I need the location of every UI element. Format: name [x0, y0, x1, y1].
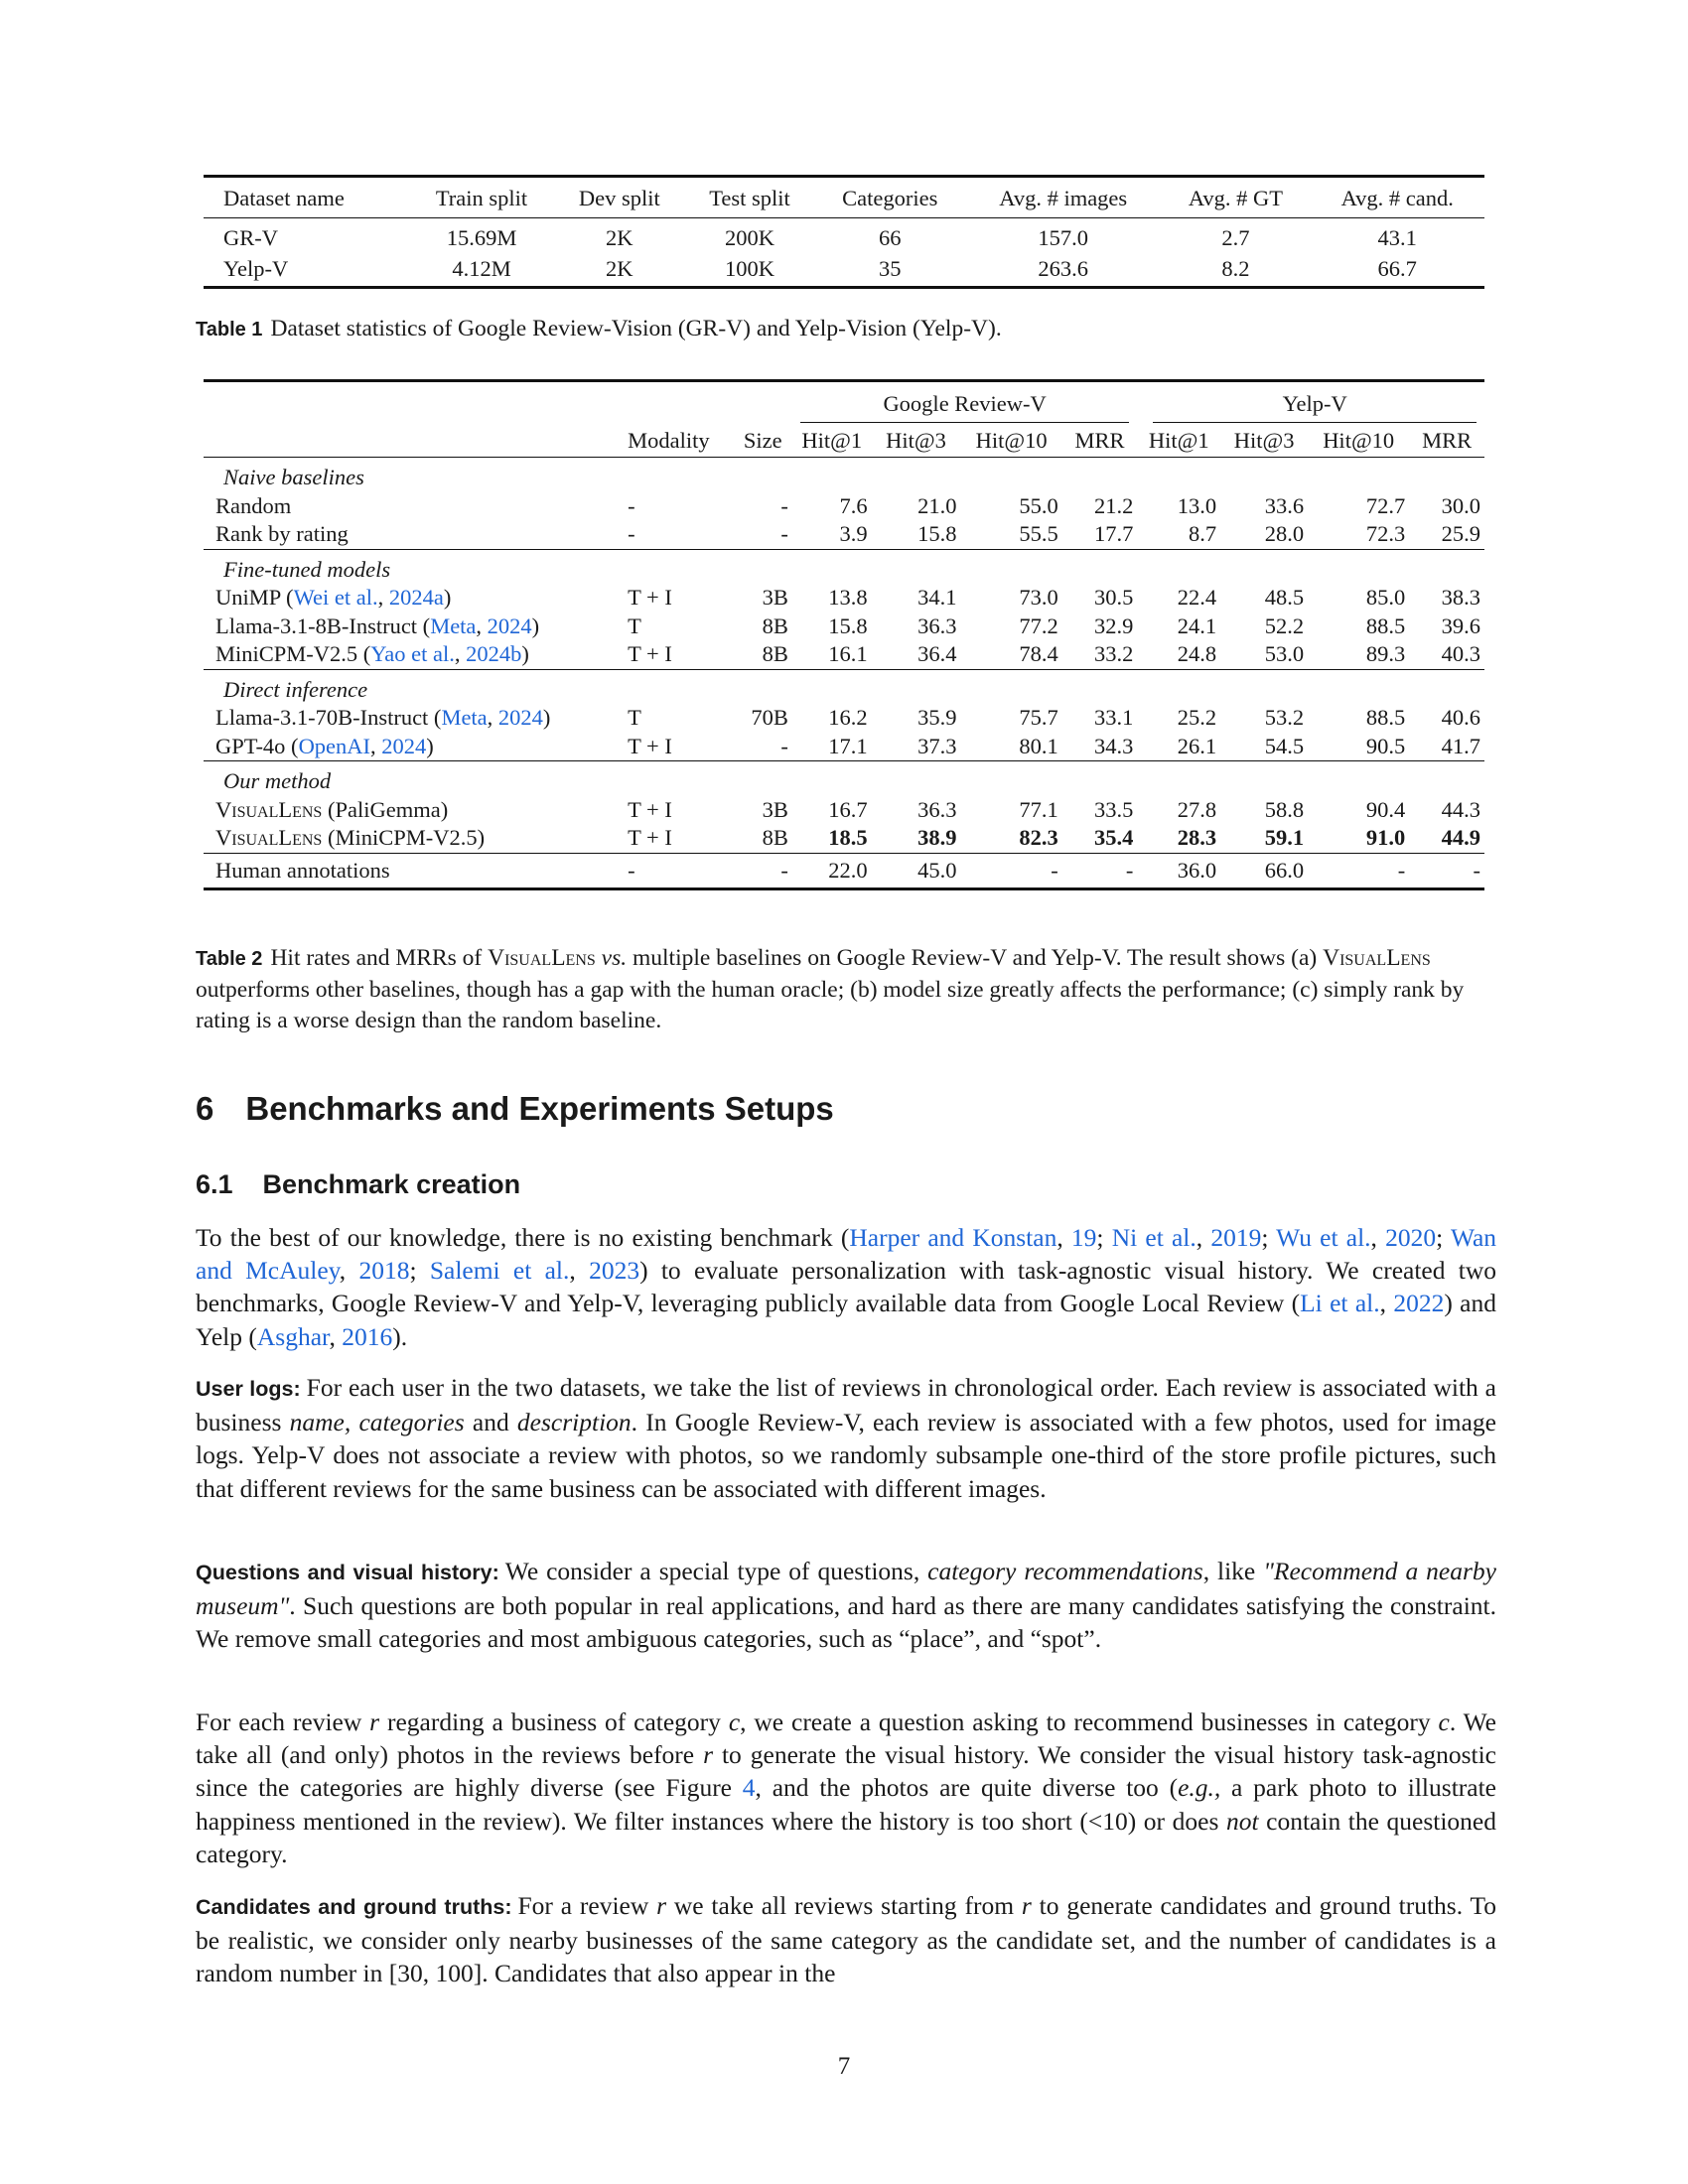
table-cell: 24.1	[1177, 613, 1217, 638]
table-cell: Rank by rating	[215, 521, 349, 546]
caption-label: Table 2	[196, 948, 263, 970]
table-cell: 36.4	[917, 641, 957, 666]
table-row	[204, 520, 1484, 549]
group-header-yelp: Yelp-V	[1153, 390, 1477, 423]
paragraph-lead: Questions and visual history:	[196, 1561, 499, 1584]
table-cell: T	[628, 613, 641, 638]
table-row	[204, 218, 1484, 254]
table-cell: Llama-3.1-70B-Instruct (Meta, 2024)	[215, 705, 551, 730]
citation-link[interactable]: Ni et al.	[1111, 1223, 1196, 1252]
table-cell: 70B	[751, 705, 788, 730]
table-cell: 54.5	[1264, 733, 1305, 758]
citation-link[interactable]: Salemi et al.	[429, 1256, 570, 1286]
citation-link[interactable]: Meta	[430, 613, 477, 638]
table-cell: 36.0	[1177, 857, 1217, 883]
table-cell: 22.0	[828, 857, 868, 883]
table-row	[204, 492, 1484, 521]
table-cell: 77.2	[1019, 613, 1058, 638]
table-cell: 48.5	[1264, 585, 1305, 610]
table-cell: GR-V	[223, 225, 278, 250]
table-cell: 33.1	[1093, 705, 1134, 730]
col-header: Train split	[435, 186, 528, 210]
table-cell: -	[1125, 857, 1134, 883]
table-cell: T + I	[628, 641, 672, 666]
table-cell: 66	[879, 225, 902, 250]
citation-link[interactable]: 2024	[381, 733, 427, 758]
table-cell: -	[628, 521, 635, 546]
col-header: Modality	[628, 428, 710, 453]
table-cell: VisualLens (MiniCPM-V2.5)	[215, 825, 486, 850]
col-header: MRR	[1422, 428, 1473, 453]
table-cell: 25.2	[1177, 705, 1217, 730]
citation-link[interactable]: Meta	[441, 705, 488, 730]
subsection-heading: 6.1 Benchmark creation	[196, 1169, 521, 1199]
table-cell: 72.7	[1365, 492, 1406, 518]
section-row	[204, 761, 1484, 796]
table-row	[204, 584, 1484, 613]
paragraph-intro: To the best of our knowledge, there is no existing benchmark (Harper and Konstan, 19; Ni et al., 2019; Wu et al., 2020; Wan and McAuley, 2018; Salemi et al., 2023) to evaluate personalization with task-agnostic visual history. We created two benchmarks, Google Review-V and Yelp-V, leveraging publicly available data from Google Local Review (Li et al., 2022) and Yelp (Asghar, 2016).	[196, 1223, 1497, 1351]
table-cell: 8B	[762, 825, 788, 850]
section-label: Fine-tuned models	[223, 556, 391, 582]
table-cell: 16.1	[828, 641, 868, 666]
table-cell: 22.4	[1177, 585, 1217, 610]
table-cell: 78.4	[1019, 641, 1058, 666]
table-cell: 85.0	[1365, 585, 1406, 610]
table-cell: VisualLens (PaliGemma)	[215, 796, 449, 822]
table-cell: 43.1	[1377, 225, 1417, 250]
col-header: Dataset name	[223, 186, 345, 210]
table-cell: -	[628, 857, 635, 883]
col-header: MRR	[1074, 428, 1125, 453]
paragraph-user-logs: User logs: For each user in the two datasets, we take the list of reviews in chronological order. Each review is associated with a business name, categories and description. In Google Review-V, each review is associated with a few photos, used for image logs. Yelp-V does not associate a review with photos, so we randomly subsample one-third of the store profile pictures, such that different reviews for the same business can be associated with different images.	[196, 1373, 1496, 1503]
table-cell: 33.5	[1093, 796, 1134, 822]
table-cell: 30.0	[1441, 492, 1480, 518]
table1-caption	[196, 314, 1496, 345]
col-header: Test split	[709, 186, 790, 210]
page-number: 7	[837, 2053, 851, 2080]
citation-link[interactable]: 2024	[487, 613, 532, 638]
table-cell: 55.5	[1019, 521, 1058, 546]
table-cell: 16.7	[828, 796, 868, 822]
table-cell: 26.1	[1177, 733, 1217, 758]
table-cell: 8.7	[1189, 521, 1217, 546]
table-cell: 17.7	[1093, 521, 1134, 546]
table-cell: 200K	[725, 225, 774, 250]
table-cell: T + I	[628, 585, 672, 610]
table-cell: 82.3	[1019, 825, 1058, 850]
table-row	[204, 640, 1484, 669]
col-header: Hit@10	[1323, 428, 1395, 453]
table-cell: T	[628, 705, 641, 730]
citation-link[interactable]: Wan and McAuley	[196, 1223, 1497, 1286]
table-cell: 2.7	[1221, 225, 1250, 250]
table-cell: 21.0	[917, 492, 957, 518]
table-cell: UniMP (Wei et al., 2024a)	[215, 585, 452, 610]
table-cell: -	[780, 492, 788, 518]
col-header: Size	[743, 428, 782, 453]
table-cell: 4.12M	[452, 256, 511, 281]
table-cell: 263.6	[1038, 256, 1089, 281]
table-cell: 28.0	[1264, 521, 1305, 546]
table-cell: 66.7	[1377, 256, 1417, 281]
table-cell: -	[628, 492, 635, 518]
section-row	[204, 669, 1484, 704]
section-label: Direct inference	[223, 676, 368, 702]
table-cell: 37.3	[917, 733, 957, 758]
table-cell: 7.6	[839, 492, 868, 518]
table-cell: -	[780, 733, 788, 758]
section-row	[204, 458, 1484, 492]
paragraph-lead: User logs:	[196, 1377, 301, 1401]
figure-link[interactable]: 4	[742, 1773, 756, 1803]
table-cell: 28.3	[1177, 825, 1217, 850]
caption-text: Dataset statistics of Google Review-Vision (GR-V) and Yelp-Vision (Yelp-V).	[270, 316, 1002, 341]
method-name: VisualLens	[215, 796, 323, 822]
col-header: Hit@3	[886, 428, 946, 453]
table-row	[204, 853, 1484, 889]
table-cell: 35.9	[917, 705, 957, 730]
table-cell: 90.4	[1365, 796, 1406, 822]
col-header: Avg. # images	[999, 186, 1128, 210]
table-cell: 75.7	[1019, 705, 1058, 730]
table-cell: 21.2	[1093, 492, 1134, 518]
table-cell: -	[1397, 857, 1406, 883]
table-row	[204, 733, 1484, 761]
table-cell: 3B	[762, 585, 788, 610]
group-header-row	[204, 381, 1484, 426]
table-row	[204, 613, 1484, 641]
col-header: Hit@3	[1233, 428, 1295, 453]
table-cell: 34.1	[917, 585, 957, 610]
citation-link[interactable]: Harper and Konstan	[849, 1223, 1057, 1252]
paragraph-questions: Questions and visual history: We consider a special type of questions, category recommendations, like "Recommend a nearby museum". Such questions are both popular in real applications, and hard as there are many candidates satisfying the constraint. We remove small categories and most ambiguous categories, such as “place”, and “spot”.	[196, 1557, 1496, 1654]
citation-link[interactable]: 2020	[1385, 1223, 1437, 1252]
table-cell: 13.8	[828, 585, 868, 610]
table-cell: 8B	[762, 641, 788, 666]
citation-link[interactable]: 2022	[1393, 1289, 1445, 1318]
table-cell: 35.4	[1093, 825, 1134, 850]
table-cell: GPT-4o (OpenAI, 2024)	[215, 733, 434, 758]
table-header-row	[204, 177, 1484, 218]
table-cell: 8.2	[1221, 256, 1250, 281]
table-cell: 53.0	[1264, 641, 1305, 666]
table-cell: 32.9	[1093, 613, 1134, 638]
table-cell: 15.8	[917, 521, 957, 546]
citation-link[interactable]: Wu et al.	[1276, 1223, 1371, 1252]
section-heading: 6 Benchmarks and Experiments Setups	[196, 1090, 834, 1127]
citation-link[interactable]: Asghar	[256, 1321, 330, 1351]
table-cell: 36.3	[917, 796, 957, 822]
table-cell: 52.2	[1264, 613, 1305, 638]
col-header-row	[204, 425, 1484, 458]
table2-caption: Table 2 Hit rates and MRRs of VisualLens vs. multiple baselines on Google Review-V and Yelp-V. The result shows (a) VisualLens outperforms other baselines, though has a gap with the human oracle; (b) model size greatly affects the performance; (c) simply rank by rating is a worse design than the random baseline.	[196, 945, 1465, 1033]
citation-link[interactable]: 2024b	[466, 641, 522, 666]
citation-link[interactable]: Wei et al.	[293, 585, 378, 610]
table-row	[204, 253, 1484, 288]
caption-label: Table 1	[196, 319, 263, 341]
table-cell: 13.0	[1177, 492, 1217, 518]
table-cell: -	[1473, 857, 1480, 883]
table-cell: 39.6	[1441, 613, 1480, 638]
table-cell: 2K	[606, 256, 633, 281]
table-cell: 30.5	[1093, 585, 1134, 610]
section-row	[204, 549, 1484, 584]
table-cell: 15.69M	[446, 225, 517, 250]
col-header: Dev split	[578, 186, 660, 210]
citation-link[interactable]: 2023	[589, 1256, 640, 1286]
table-cell: 45.0	[917, 857, 957, 883]
section-label: Naive baselines	[223, 465, 364, 489]
col-header: Hit@1	[1148, 428, 1209, 453]
citation-link[interactable]: 2019	[1210, 1223, 1262, 1252]
table-cell: 18.5	[828, 825, 868, 850]
col-header: Avg. # cand.	[1340, 186, 1454, 210]
paragraph-candidates: Candidates and ground truths: For a review r we take all reviews starting from r to generate candidates and ground truths. To be realistic, we consider only nearby businesses of the same category as the candidate set, and the number of candidates is a random number in [30, 100]. Candidates that also appear in the	[196, 1891, 1497, 1988]
table-cell: 80.1	[1019, 733, 1058, 758]
table-row	[204, 796, 1484, 825]
table-cell: T + I	[628, 825, 672, 850]
table-cell: 59.1	[1264, 825, 1305, 850]
table-cell: 36.3	[917, 613, 957, 638]
citation-link[interactable]: 2018	[358, 1256, 410, 1286]
group-header-google: Google Review-V	[800, 390, 1130, 423]
table-cell: MiniCPM-V2.5 (Yao et al., 2024b)	[215, 641, 529, 666]
citation-link[interactable]: Li et al.	[1300, 1289, 1380, 1318]
col-header: Hit@1	[801, 428, 863, 453]
table-row	[204, 824, 1484, 853]
method-name: VisualLens	[215, 825, 323, 850]
table-cell: T + I	[628, 796, 672, 822]
table-cell: -	[780, 521, 788, 546]
table-cell: 157.0	[1038, 225, 1089, 250]
table-cell: T + I	[628, 733, 672, 758]
table-cell: 25.9	[1441, 521, 1480, 546]
table-cell: 89.3	[1365, 641, 1406, 666]
table-cell: Yelp-V	[223, 256, 289, 281]
results-table	[204, 379, 1484, 890]
table-cell: 35	[879, 256, 902, 281]
table-cell: 40.3	[1441, 641, 1480, 666]
col-header: Hit@10	[975, 428, 1048, 453]
table-cell: 44.9	[1441, 825, 1480, 850]
table-cell: 88.5	[1365, 705, 1406, 730]
citation-link[interactable]: 2024	[497, 705, 543, 730]
table-cell: 17.1	[828, 733, 868, 758]
table-cell: Random	[215, 492, 292, 518]
table-cell: 33.6	[1264, 492, 1305, 518]
table-cell: 8B	[762, 613, 788, 638]
citation-link[interactable]: 2016	[342, 1321, 393, 1351]
table-cell: 2K	[606, 225, 633, 250]
citation-link[interactable]: Yao et al.	[370, 641, 455, 666]
table-cell: 15.8	[828, 613, 868, 638]
table-cell: 91.0	[1365, 825, 1406, 850]
paragraph-history: For each review r regarding a business of category c, we create a question asking to recommend businesses in category c. We take all (and only) photos in the reviews before r to generate the visual history. We consider the visual history task-agnostic since the categories are highly diverse (see Figure 4, and the photos are quite diverse too (e.g., a park photo to illustrate happiness mentioned in the review). We filter instances where the history is too short (<10) or does not contain the questioned category.	[196, 1707, 1496, 1868]
table-cell: 38.3	[1441, 585, 1480, 610]
citation-link[interactable]: 2024a	[388, 585, 444, 610]
table-cell: 66.0	[1264, 857, 1305, 883]
dataset-statistics-table	[204, 175, 1484, 289]
table-cell: 55.0	[1019, 492, 1058, 518]
table-cell: 73.0	[1019, 585, 1058, 610]
citation-link[interactable]: OpenAI	[298, 733, 371, 758]
table-cell: Llama-3.1-8B-Instruct (Meta, 2024)	[215, 613, 540, 638]
col-header: Avg. # GT	[1188, 186, 1284, 210]
table-cell: 77.1	[1019, 796, 1058, 822]
paragraph-lead: Candidates and ground truths:	[196, 1895, 512, 1919]
table-cell: 90.5	[1365, 733, 1406, 758]
table-cell: 27.8	[1177, 796, 1217, 822]
table-cell: 3.9	[839, 521, 868, 546]
table-cell: 3B	[762, 796, 788, 822]
table-cell: 100K	[725, 256, 774, 281]
table-cell: 72.3	[1365, 521, 1406, 546]
method-name: VisualLens	[488, 945, 596, 971]
table-cell: 33.2	[1093, 641, 1134, 666]
col-header: Categories	[842, 186, 938, 210]
table-cell: 40.6	[1441, 705, 1480, 730]
table-cell: 16.2	[828, 705, 868, 730]
section-label: Our method	[223, 768, 332, 793]
table-cell: 53.2	[1264, 705, 1305, 730]
table-cell: 88.5	[1365, 613, 1406, 638]
table-cell: Human annotations	[215, 857, 390, 883]
table-cell: 24.8	[1177, 641, 1217, 666]
table-cell: 38.9	[917, 825, 957, 850]
table-cell: 34.3	[1093, 733, 1134, 758]
method-name: VisualLens	[1323, 945, 1431, 971]
table-cell: 58.8	[1264, 796, 1305, 822]
table-cell: 44.3	[1441, 796, 1480, 822]
table-cell: -	[780, 857, 788, 883]
citation-link[interactable]: 19	[1070, 1223, 1097, 1252]
table-row	[204, 704, 1484, 733]
table-cell: 41.7	[1441, 733, 1480, 758]
table-cell: -	[1051, 857, 1058, 883]
